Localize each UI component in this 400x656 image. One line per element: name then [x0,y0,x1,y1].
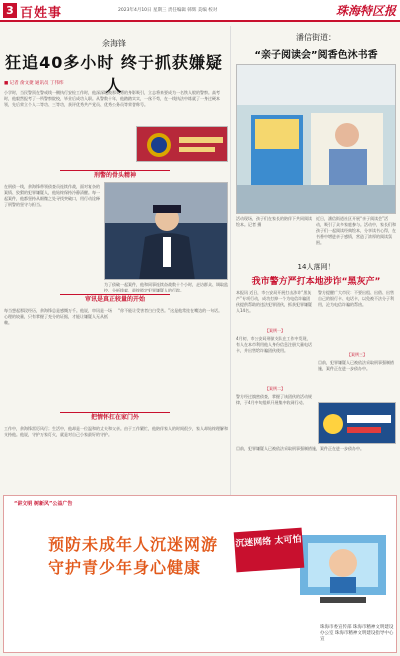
ad-warning-banner: 沉迷网络 太可怕 [234,528,305,573]
left-text-3: 每当想起那段经历，余海锋总是感慨万千。他说，审讯是一场心理的较量，只有掌握了充分的证据，才能让嫌疑人无从抵赖。 [4,308,112,325]
page-number: 3 [3,3,17,18]
right2-col2-text: 警方提醒广大市民：不要出租、出借、出售自己的银行卡、电话卡，以免被不法分子利用，沦为电信诈骗的帮凶。 [318,290,394,307]
left-lead: 小学时，当民警顶在警戒线一侧执行安检工作时，他深深地被那英勇的身影吸引，立志将来要成为一名铁人般的警察。高考时，他毅然报考了一所警察院校，毕业后成功入职。从警数十年，他踏踏实实，一丝不苟，在一线执法中练就了一身过硬本领，先后荣立个人二等功、三等功，获评优秀共产党员、优秀公务员等荣誉称号。 [4,90,220,107]
right2-case-1: 【案例一】 [265,328,285,333]
right2-headline: 我市警方严打本地涉诈“黑灰产” [251,277,381,287]
right2-kicker: 14人落网！ [297,263,335,271]
ad-slogan-line-1: 预防未成年人沉迷网游 [48,535,219,554]
right2-more-text: 目前，犯罪嫌疑人已被依法采取刑事强制措施，案件正在进一步侦办中。 [236,446,364,451]
left-headline: 狂追40多小时 终于抓获嫌疑人 [5,53,223,95]
right-headline: “亲子阅读会”阅香色沐书香 [254,50,378,61]
right2-case-2: 【案例二】 [265,386,285,391]
right2-col1-text3: 警方经过缜密侦查，掌握了该团伙的活动规律，于4月中旬组织开展集中收网行动。 [236,394,312,405]
right2-col1-text2: 4月初，市公安局刑侦支队在工作中发现，有人在本市利用他人身份信息注册大量电话卡，并出售给诈骗团伙使用。 [236,336,312,353]
right-kicker: 潘信街道： [296,33,336,42]
right2-case-3: 【案例三】 [347,352,367,357]
left-byline: ■ 记者 俞文捷 通讯员 丁伟纬 [4,81,64,86]
ad-illustration [290,505,396,623]
left-subhead-1: 刑警的骨头精神 [60,170,170,179]
left-text-4: “你不能让受害者白白受苦。”这是他常挂在嘴边的一句话。 [118,308,223,313]
right2-col2-text2: 目前，犯罪嫌疑人已被依法采取刑事强制措施，案件正在进一步侦办中。 [318,360,394,371]
left-text-5: 工作中，余海锋雷厉风行；生活中，他却是一位温和的丈夫和父亲。由于工作繁忙，他陪伴家人的时间很少，家人却始终理解和支持他。他说，守护万家灯火，就是对自己小家最好的守护。 [4,426,228,437]
reading-event-photo [236,64,396,214]
emblem-image [136,126,228,162]
left-kicker: 余海锋 [102,39,126,48]
section-title: 百姓事 [20,6,63,21]
header-info: 2023年4月10日 星期三 责任编辑 韩辉 美编 校对 [118,8,218,13]
left-text-2: 为了侦破一起案件，他和同事连续奋战数十个小时，走访群众、调取监控、分析线索，最终锁定犯罪嫌疑人的行踪。 [104,282,228,292]
ad-credit: 珠海市委宣传部 珠海市精神文明建设办公室 珠海市精神文明建设指导中心宣 [320,625,394,642]
right-caption: 活动现场，孩子们在家长的陪伴下共同阅读绘本。记者 摄 [236,216,312,227]
column-divider [230,26,231,496]
left-subhead-3: 把情怀扛在家门外 [60,412,170,421]
right-text: 近日，潘信街道社区开展“亲子阅读会”活动，吸引了众多家庭参与。活动中，家长们和孩子们一起阅读经典绘本，分享读书心得，在书香中增进亲子感情，营造了浓厚的阅读氛围。 [316,216,396,245]
ad-slogan-line-2: 守护青少年身心健康 [48,558,202,577]
left-text-1: 在刑侦一线，余海锋带领侦查员连续作战，面对复杂的案情、狡猾的犯罪嫌疑人，他始终保持冷静清醒。每一起案件，他都坚持从细微之处寻找突破口，用行动诠释了刑警的坚守与担当。 [4,184,100,207]
right2-col1-text: 本报讯 近日，市公安局开展打击涉诈“黑灰产”专项行动，成功打掉一个为电信诈骗团伙提供帮助的违法犯罪团伙，抓获犯罪嫌疑人14名。 [236,290,312,313]
newspaper-logo: 珠海特区报 [335,4,396,18]
anti-fraud-logo [318,402,396,444]
ad-tag: “讲文明 树新风”公益广告 [14,501,73,507]
police-officer-photo [104,182,228,280]
left-subhead-2: 审讯是真正较量的开始 [60,294,170,303]
page-header [0,0,400,22]
